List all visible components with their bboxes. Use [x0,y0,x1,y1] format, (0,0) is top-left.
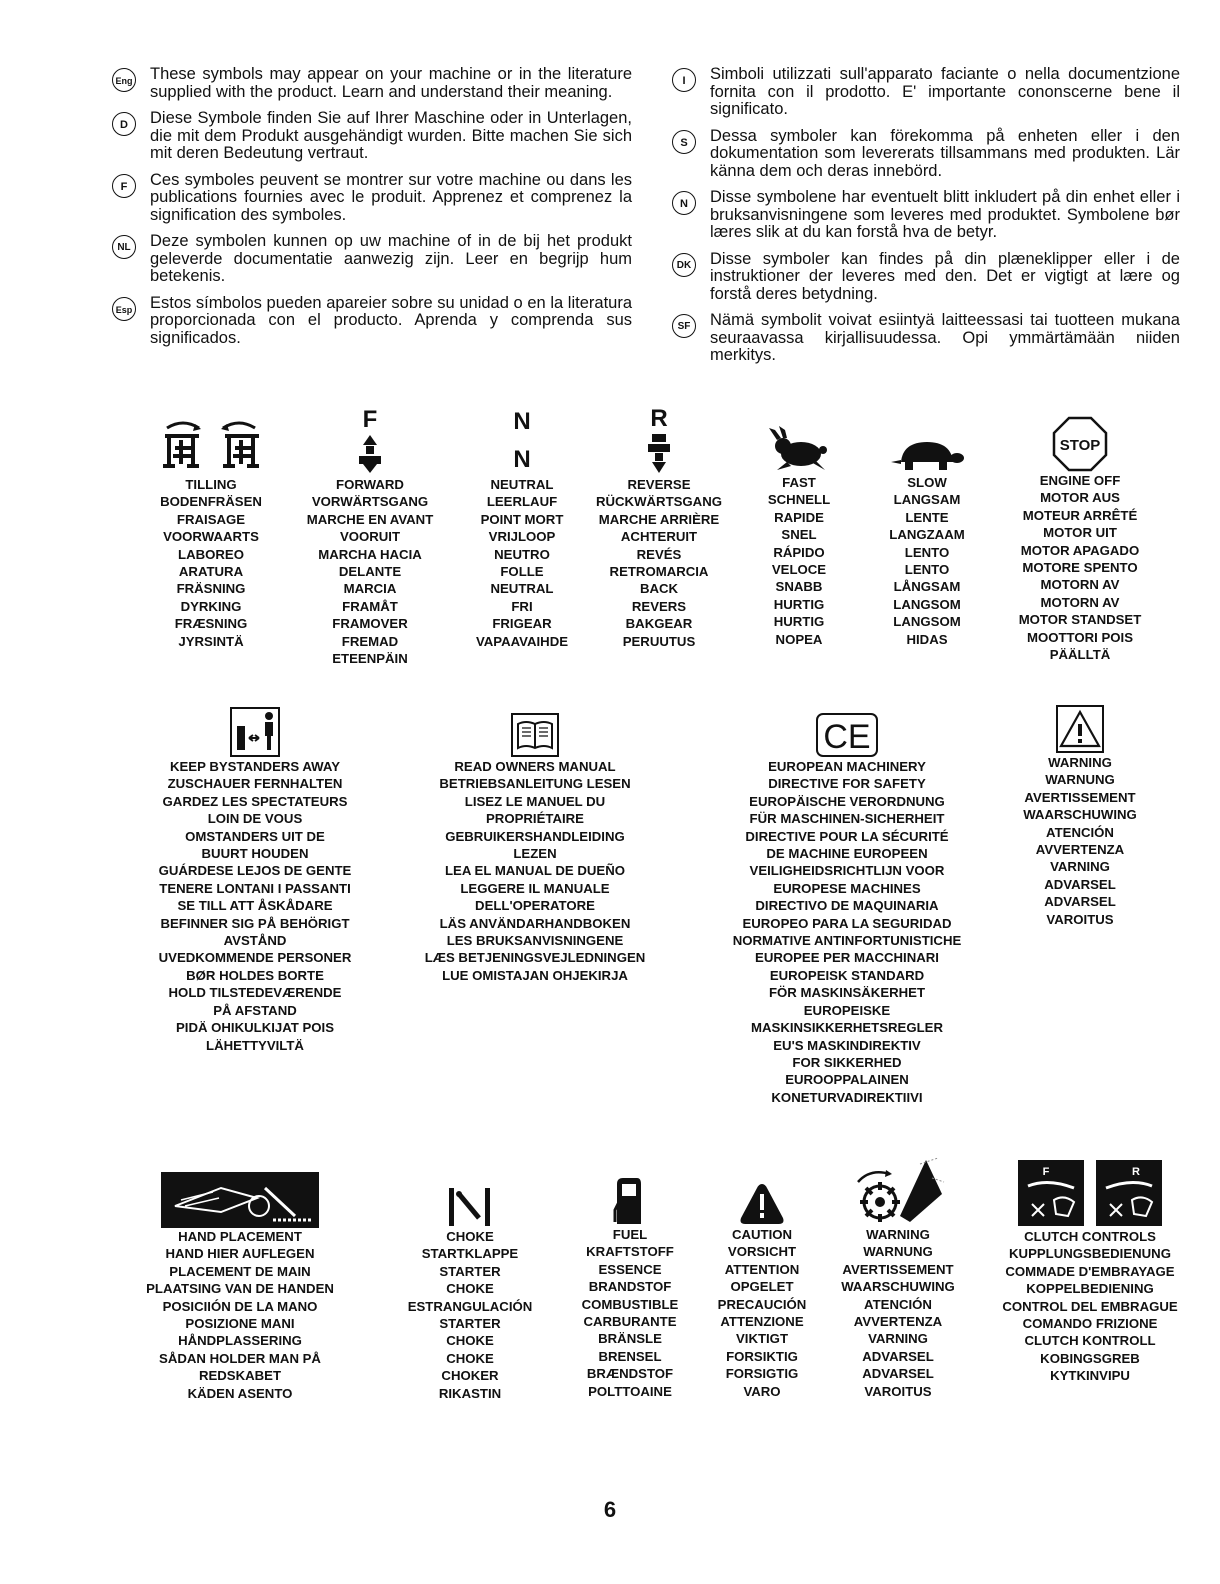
reverse-icon [585,404,733,476]
intro-text: Disse symboler kan findes på din plæneklipper eller i de instruktioner der leveres med den. Det er vigtigt at lære og forstå deres betydning. [710,249,1180,303]
intro-item [672,189,1180,242]
ce-label: EUROPEAN MACHINERY DIRECTIVE FOR SAFETY EUROPÄISCHE VERORDNUNG FÜR MASCHINEN-SICHERHEIT DIRECTIVE POUR LA SÉCURITÉ DE MACHINE EUROPEEN VEILIGHEIDSRICHTLIJN VOOR EUROPESE MACHINES DIRECTIVO DE MAQUINARIA EUROPEO PARA LA SEGURIDAD NORMATIVE ANTINFORTUNISTICHE EUROPEE PER MACCHINARI EUROPEISK STANDARD FÖR MASKINSÄKERHET EUROPEISKE MASKINSIKKERHETSREGLER EU'S MASKINDIREKTIV FOR SIKKERHED EUROOPPALAINEN KONETURVADIREKTIIVI [732,759,962,1105]
reverse-letter: R [650,405,668,432]
intro-text: These symbols may appear on your machine or in the literature supplied with the product. Learn and understand their meaning. [150,65,632,101]
intro-text: Diese Symbole finden Sie auf Ihrer Maschine oder in Unterlagen, die mit dem Produkt ausgehändigt wurden. Bitte machen Sie sich mit deren Bedeutung vertraut. [150,109,632,162]
symbol-reverse [585,404,733,650]
intro-item [672,312,1180,365]
clutch-reverse-letter: R [1132,1166,1140,1178]
intro-item [112,233,632,286]
ce-mark-icon [712,692,982,758]
fast-label: FAST SCHNELL RAPIDE SNEL RÁPIDO VELOCE SNABB HURTIG HURTIG NOPEA [767,475,831,647]
warning-triangle-icon [1000,692,1160,754]
manual-book-icon [405,692,665,758]
symbol-choke [400,1164,540,1402]
bystanders-icon [140,692,370,758]
symbol-tilling [140,408,282,650]
symbol-forward [290,406,450,667]
hand-placement-icon [130,1164,350,1228]
clutch-reverse-icon [1096,1160,1162,1226]
intro-item [112,110,632,163]
neutral-letter-bottom: N [513,446,531,473]
intro-text: Ces symboles peuvent se montrer sur votre machine ou dans les publications fournies avec le produit. Apprenez et comprenez la signification des symboles. [150,170,632,224]
manual-label: READ OWNERS MANUAL BETRIEBSANLEITUNG LESEN LISEZ LE MANUEL DU PROPRIÉTAIRE GEBRUIKERSHANDLEIDING LEZEN LEA EL MANUAL DE DUEÑO LEGGERE IL MANUALE DELL'OPERATORE LÄS ANVÄNDARHANDBOKEN LES BRUKSANVISNINGENE LÆS BETJENINGSVEJLEDNINGEN LUE OMISTAJAN OHJEKIRJA [424,759,646,983]
symbol-neutral [460,406,584,650]
fuel-pump-icon [566,1162,694,1226]
clutch-label: CLUTCH CONTROLS KUPPLUNGSBEDIENUNG COMMADE D'EMBRAYAGE KOPPELBEDIENING CONTROL DEL EMBRAGUE COMANDO FRIZIONE CLUTCH KONTROLL KOBINGSGREB KYTKINVIPU [1002,1229,1178,1384]
symbol-warning-tines [828,1146,968,1400]
intro-text: Estos símbolos pueden apareier sobre su unidad o en la literatura proporcionada con el producto. Aprenda y comprenda sus significados. [150,293,632,347]
language-badge: SF [672,314,696,338]
intro-item [112,172,632,225]
symbol-slow [866,408,988,648]
reverse-label: REVERSE RÜCKWÄRTSGANG MARCHE ARRIÈRE ACHTERUIT REVÉS RETROMARCIA BACK REVERS BAKGEAR PERUUTUS [595,477,722,649]
stop-sign-text: STOP [1059,437,1101,454]
fuel-label: FUEL KRAFTSTOFF ESSENCE BRANDSTOF COMBUSTIBLE CARBURANTE BRÄNSLE BRENSEL BRÆNDSTOF POLTTOAINE [581,1227,679,1399]
symbol-clutch-controls [990,1144,1190,1385]
rotating-tines-icon [828,1146,968,1226]
language-badge: N [672,191,696,215]
clutch-forward-icon [1018,1160,1084,1226]
neutral-label: NEUTRAL LEERLAUF POINT MORT VRIJLOOP NEUTRO FOLLE NEUTRAL FRI FRIGEAR VAPAAVAIHDE [475,477,569,649]
intro-text: Disse symbolene har eventuelt blitt inkludert på din enhet eller i bruksanvisningene som leveres med produktet. Symbolene bør læres slik at du kan forstå hva de betyr. [710,188,1180,241]
warning-label: WARNING WARNUNG AVERTISSEMENT WAARSCHUWING ATENCIÓN AVVERTENZA VARNING ADVARSEL ADVARSEL VAROITUS [1023,755,1137,927]
intro-right-column [672,66,1180,374]
warning2-label: WARNING WARNUNG AVERTISSEMENT WAARSCHUWING ATENCIÓN AVVERTENZA VARNING ADVARSEL ADVARSEL VAROITUS [841,1227,955,1399]
language-badge: NL [112,235,136,259]
language-badge: I [672,68,696,92]
intro-item [112,66,632,101]
engine-off-label: ENGINE OFF MOTOR AUS MOTEUR ARRÊTÉ MOTOR UIT MOTOR APAGADO MOTORE SPENTO MOTORN AV MOTORN AV MOTOR STANDSET MOOTTORI POIS PÄÄLLTÄ [1018,473,1142,663]
ce-mark-text: CE [823,718,871,756]
tilling-icon [140,408,282,476]
intro-text: Deze symbolen kunnen op uw machine of in de bij het produkt geleverde documentatie aanwezig zijn. Leer en begrijp hum betekenis. [150,232,632,285]
symbol-read-manual [405,692,665,984]
neutral-icon [460,406,584,476]
rabbit-icon [740,408,858,474]
language-badge: D [112,112,136,136]
caution-triangle-icon [700,1160,824,1226]
intro-item [672,66,1180,119]
symbol-ce-directive [712,692,982,1106]
neutral-letter-top: N [513,408,531,435]
intro-text: Nämä symbolit voivat esiintyä laitteessasi tai tuotteen mukana seuraavassa kirjallisuudessa. Opi ymmärtämään niiden merkitys. [710,311,1180,364]
page-number: 6 [603,1497,617,1522]
tilling-label: TILLING BODENFRÄSEN FRAISAGE VOORWAARTS LABOREO ARATURA FRÄSNING DYRKING FRÆSNING JYRSINTÄ [160,477,262,649]
caution-label: CAUTION VORSICHT ATTENTION OPGELET PRECAUCIÓN ATTENZIONE VIKTIGT FORSIKTIG FORSIGTIG VARO [717,1227,807,1399]
slow-label: SLOW LANGSAM LENTE LANGZAAM LENTO LENTO LÅNGSAM LANGSOM LANGSOM HIDAS [889,475,965,647]
symbol-fast [740,408,858,648]
turtle-icon [866,408,988,474]
hand-placement-label: HAND PLACEMENT HAND HIER AUFLEGEN PLACEMENT DE MAIN PLAATSING VAN DE HANDEN POSICIIÓN DE LA MANO POSIZIONE MANI HÅNDPLASSERING SÅDAN HOLDER MAN PÅ REDSKABET KÄDEN ASENTO [146,1229,334,1401]
symbol-warning [1000,692,1160,928]
language-badge: Eng [112,68,136,92]
intro-text: Dessa symboler kan förekomma på enheten eller i den dokumentation som levererats tillsammans med produkten. Lär känna dem och deras innebörd. [710,126,1180,180]
intro-item [672,128,1180,181]
choke-label: CHOKE STARTKLAPPE STARTER CHOKE ESTRANGULACIÓN STARTER CHOKE CHOKE CHOKER RIKASTIN [407,1229,533,1401]
intro-item [112,295,632,348]
symbol-caution [700,1160,824,1400]
language-badge: S [672,130,696,154]
language-badge: Esp [112,297,136,321]
clutch-forward-letter: F [1042,1166,1050,1178]
symbol-fuel [566,1162,694,1400]
intro-item [672,251,1180,304]
choke-icon [400,1164,540,1228]
symbol-hand-placement [130,1164,350,1402]
symbol-engine-off [1000,408,1160,663]
clutch-controls-icon [990,1144,1190,1226]
forward-label: FORWARD VORWÄRTSGANG MARCHE EN AVANT VOORUIT MARCHA HACIA DELANTE MARCIA FRAMÅT FRAMOVER FREMAD ETEENPÄIN [306,477,434,667]
language-badge: F [112,174,136,198]
bystanders-label: KEEP BYSTANDERS AWAY ZUSCHAUER FERNHALTEN GARDEZ LES SPECTATEURS LOIN DE VOUS OMSTANDERS UIT DE BUURT HOUDEN GUÁRDESE LEJOS DE GENTE TENERE LONTANI I PASSANTI SE TILL ATT ÅSKÅDARE BEFINNER SIG PÅ BEHÖRIGT AVSTÅND UVEDKOMMENDE PERSONER BØR HOLDES BORTE HOLD TILSTEDEVÆRENDE PÅ AFSTAND PIDÄ OHIKULKIJAT POIS LÄHETTYVILTÄ [158,759,352,1053]
language-badge: DK [672,253,696,277]
forward-letter: F [362,406,378,433]
forward-icon [290,406,450,476]
intro-text: Simboli utilizzati sull'apparato faciante o nella documentzione fornita con il prodotto. E' importante cononscerne bene il significato. [710,65,1180,118]
intro-left-column [112,66,632,356]
symbol-keep-bystanders-away [140,692,370,1054]
stop-sign-icon [1000,408,1160,472]
